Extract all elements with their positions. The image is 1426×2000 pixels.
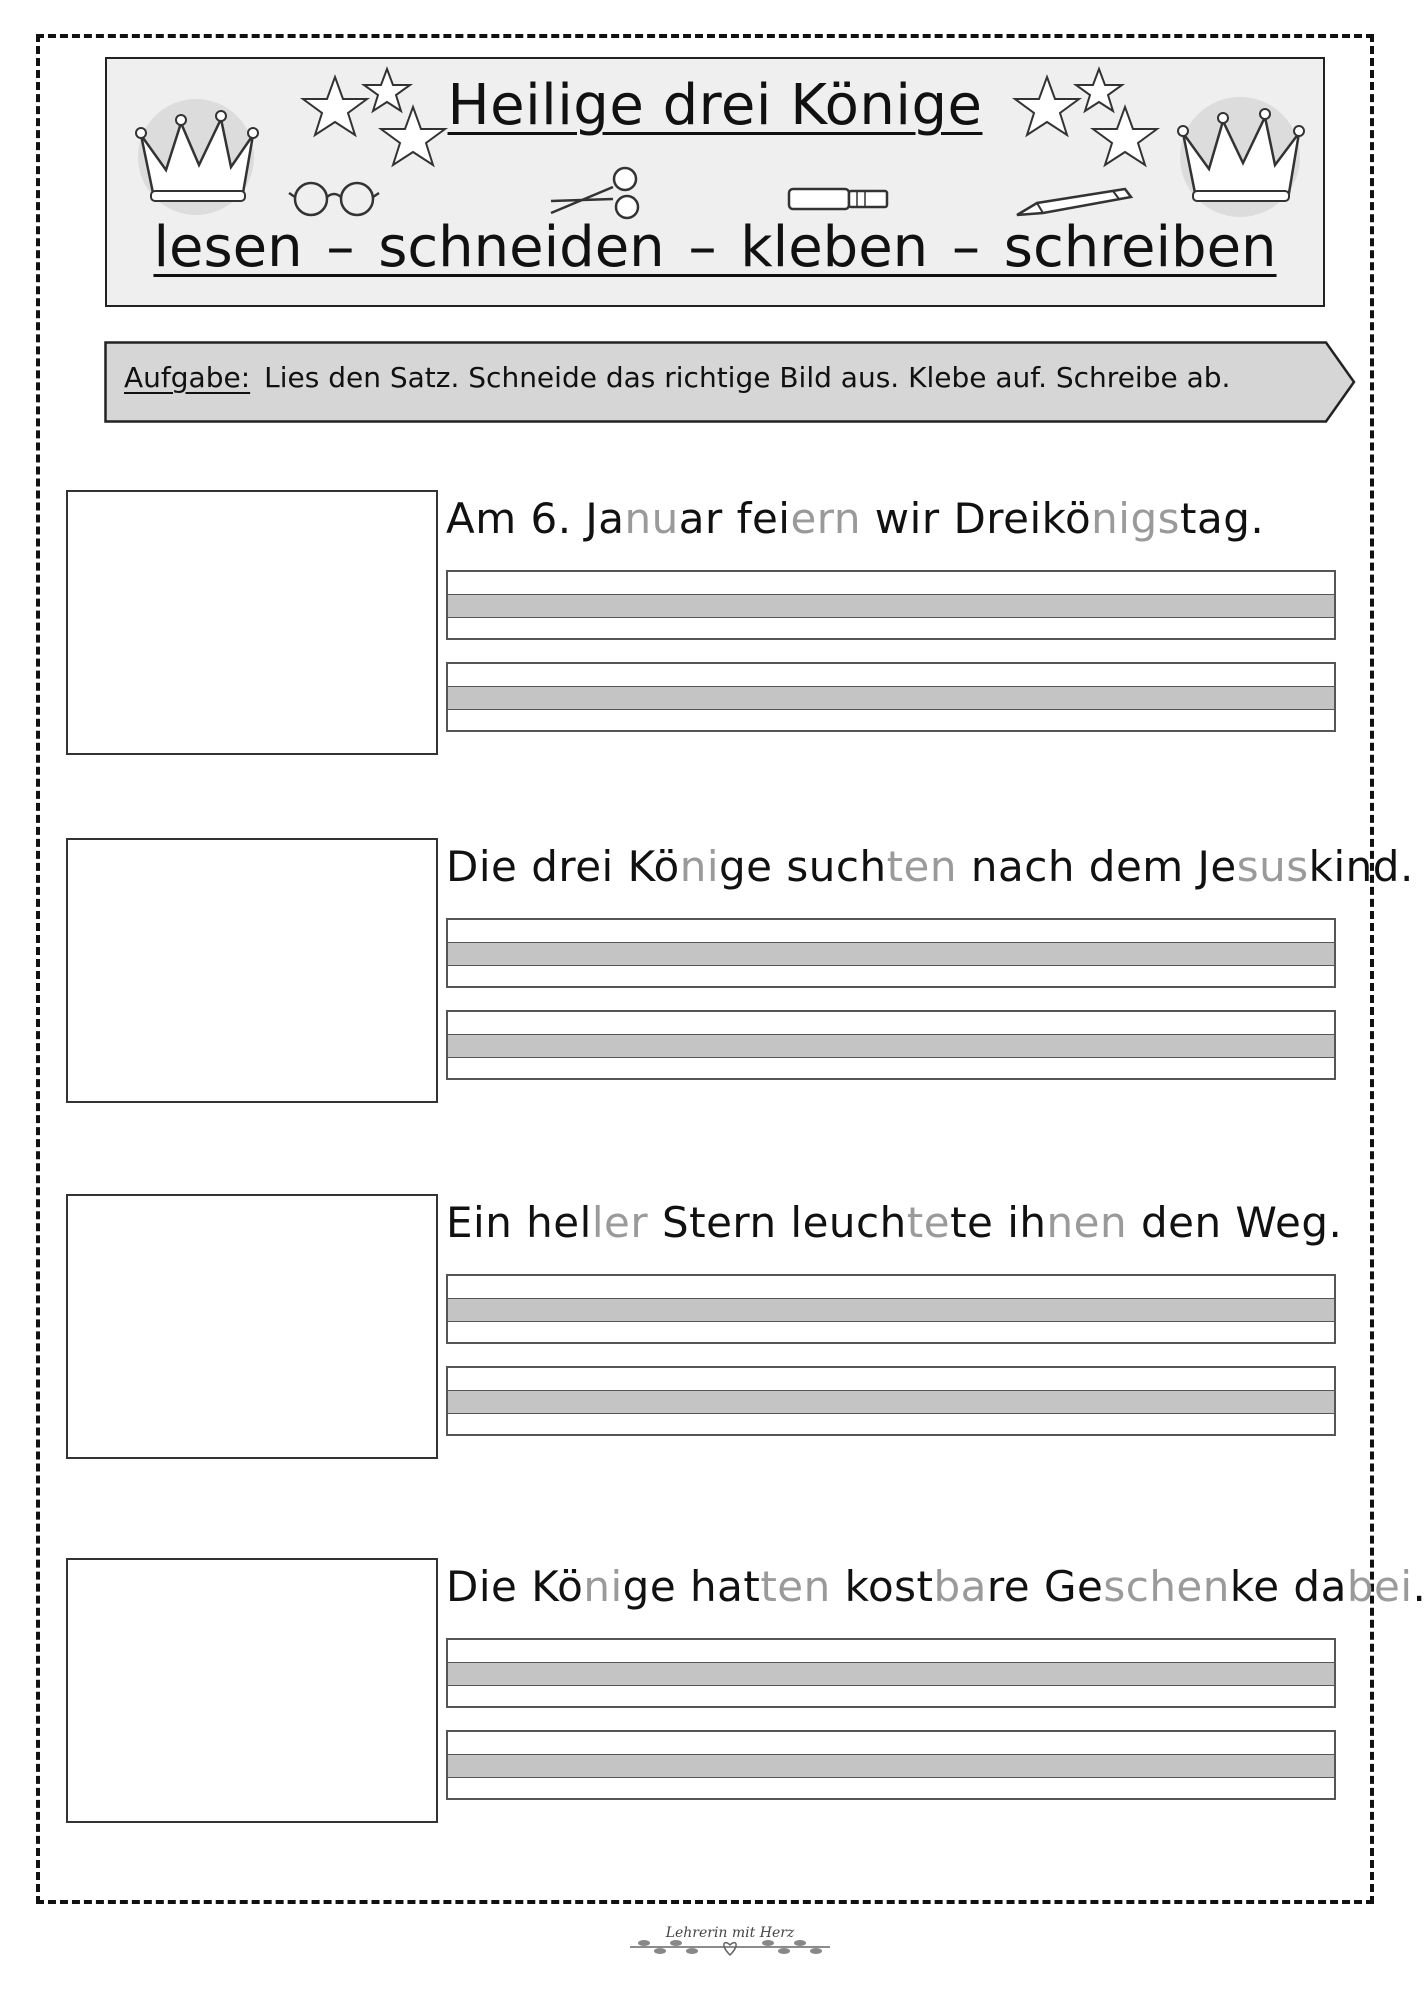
writing-lines[interactable] — [446, 1638, 1336, 1708]
sentence-text: den Weg. — [1127, 1198, 1343, 1247]
writing-lines[interactable] — [446, 570, 1336, 640]
sentence-text: wir Dreikö — [860, 494, 1092, 543]
task-text: Lies den Satz. Schneide das richtige Bild aus. Klebe auf. Schreibe ab. — [264, 361, 1231, 394]
highlighted-syllable: ni — [679, 842, 720, 891]
highlighted-syllable: ten — [760, 1562, 831, 1611]
task-instruction — [104, 341, 1356, 423]
writing-line-band — [448, 594, 1334, 618]
highlighted-syllable: ler — [591, 1198, 649, 1247]
sentence-text: tag. — [1180, 494, 1265, 543]
writing-lines[interactable] — [446, 1274, 1336, 1344]
writing-line-band — [448, 1754, 1334, 1778]
sentence-text: Die drei Kö — [446, 842, 680, 891]
writing-line-band — [448, 686, 1334, 710]
sentence-text: te ih — [950, 1198, 1047, 1247]
sentence-text: ar fei — [678, 494, 791, 543]
writing-line-band — [448, 1390, 1334, 1414]
header-banner — [105, 57, 1325, 307]
sentence-text: Am 6. Ja — [446, 494, 625, 543]
footer-brand: Lehrerin mit Herz — [665, 1925, 795, 1941]
writing-lines[interactable] — [446, 1366, 1336, 1436]
sentence-text: nach dem Je — [957, 842, 1237, 891]
sentence-text: ge hat — [622, 1562, 761, 1611]
sentence-text: Stern leuch — [648, 1198, 907, 1247]
writing-line-band — [448, 942, 1334, 966]
writing-line-band — [448, 1034, 1334, 1058]
worksheet-title: Heilige drei Könige — [447, 73, 983, 138]
writing-lines[interactable] — [446, 662, 1336, 732]
footer-logo — [620, 1925, 840, 1985]
sentence-text: ke da — [1229, 1562, 1347, 1611]
writing-line-band — [448, 1662, 1334, 1686]
exercise-sentence — [446, 1562, 1426, 1611]
image-paste-box — [66, 1558, 438, 1823]
sentence-text: Die Kö — [446, 1562, 584, 1611]
image-paste-box — [66, 1194, 438, 1459]
image-paste-box — [66, 838, 438, 1103]
exercise-sentence — [446, 1198, 1342, 1247]
sentence-text: kost — [830, 1562, 934, 1611]
highlighted-syllable: nen — [1046, 1198, 1128, 1247]
sentence-text: kind. — [1308, 842, 1414, 891]
sentence-text: Ein hel — [446, 1198, 592, 1247]
writing-lines[interactable] — [446, 1730, 1336, 1800]
sentence-text: ge such — [719, 842, 887, 891]
writing-line-band — [448, 1298, 1334, 1322]
image-paste-box — [66, 490, 438, 755]
highlighted-syllable: ten — [886, 842, 958, 891]
highlighted-syllable: schen — [1103, 1562, 1230, 1611]
highlighted-syllable: sus — [1236, 842, 1309, 891]
writing-lines[interactable] — [446, 1010, 1336, 1080]
sentence-text: re Ge — [986, 1562, 1104, 1611]
highlighted-syllable: ba — [933, 1562, 987, 1611]
highlighted-syllable: ern — [790, 494, 861, 543]
highlighted-syllable: te — [906, 1198, 951, 1247]
sentence-text: . — [1412, 1562, 1426, 1611]
writing-lines[interactable] — [446, 918, 1336, 988]
task-label: Aufgabe: — [124, 361, 251, 394]
exercise-sentence — [446, 842, 1414, 891]
worksheet-subtitle: lesen – schneiden – kleben – schreiben — [153, 215, 1277, 280]
exercise-sentence — [446, 494, 1264, 543]
highlighted-syllable: ni — [583, 1562, 623, 1611]
glue-stick-icon — [785, 183, 895, 215]
highlighted-syllable: nigs — [1091, 494, 1181, 543]
highlighted-syllable: nu — [624, 494, 679, 543]
highlighted-syllable: bei — [1346, 1562, 1413, 1611]
